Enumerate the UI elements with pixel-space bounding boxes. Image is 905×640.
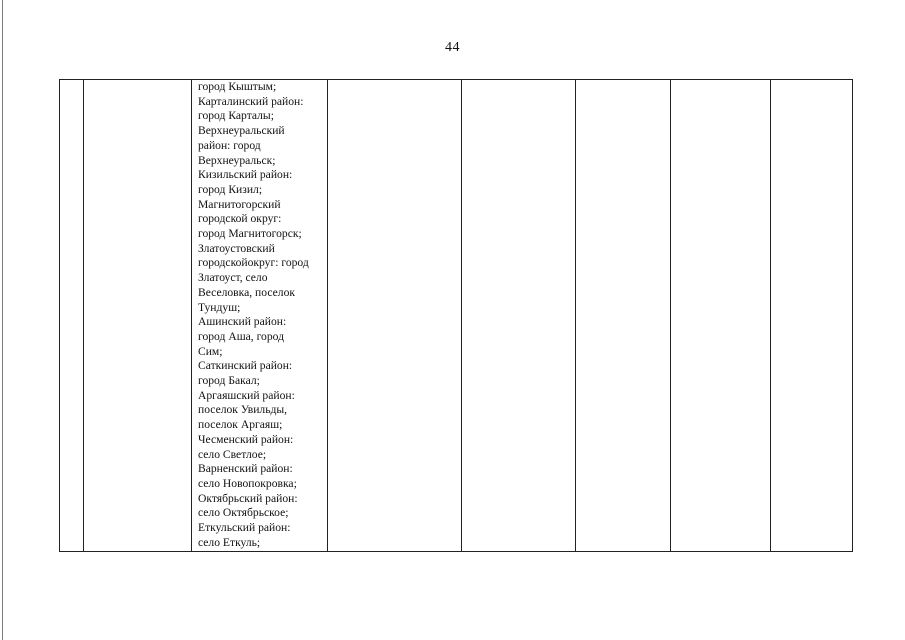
localities-text: город Кыштым; Карталинский район: город Карталы; Верхнеуральский район: город Верхнеуральск; Кизильский район: город Кизил; Магнитогорский городской округ: город Магнитогорск; Златоустовский городскойокруг: город Златоуст, село Веселовка, поселок Тундуш; Ашинский район: город Аша, город Сим; Саткинский район: город Бакал; Аргаяшский район: поселок Увильды, поселок Аргаяш; Чесменский район: село Светлое; Варненский район: село Новопокровка; Октябрьский район: село Октябрьское; Еткульский район: село Еткуль; — [198, 80, 309, 549]
page-edge-line — [2, 0, 3, 640]
table-cell-col1 — [60, 80, 84, 552]
table-row — [60, 80, 853, 552]
table-cell-col8 — [771, 80, 853, 552]
table-cell-localities — [192, 80, 328, 552]
table-cell-col4 — [328, 80, 462, 552]
table-cell-col7 — [671, 80, 771, 552]
table-cell-col6 — [576, 80, 671, 552]
page-number: 44 — [445, 40, 460, 55]
document-table — [59, 79, 853, 552]
table-cell-col5 — [462, 80, 576, 552]
table-cell-col2 — [84, 80, 192, 552]
